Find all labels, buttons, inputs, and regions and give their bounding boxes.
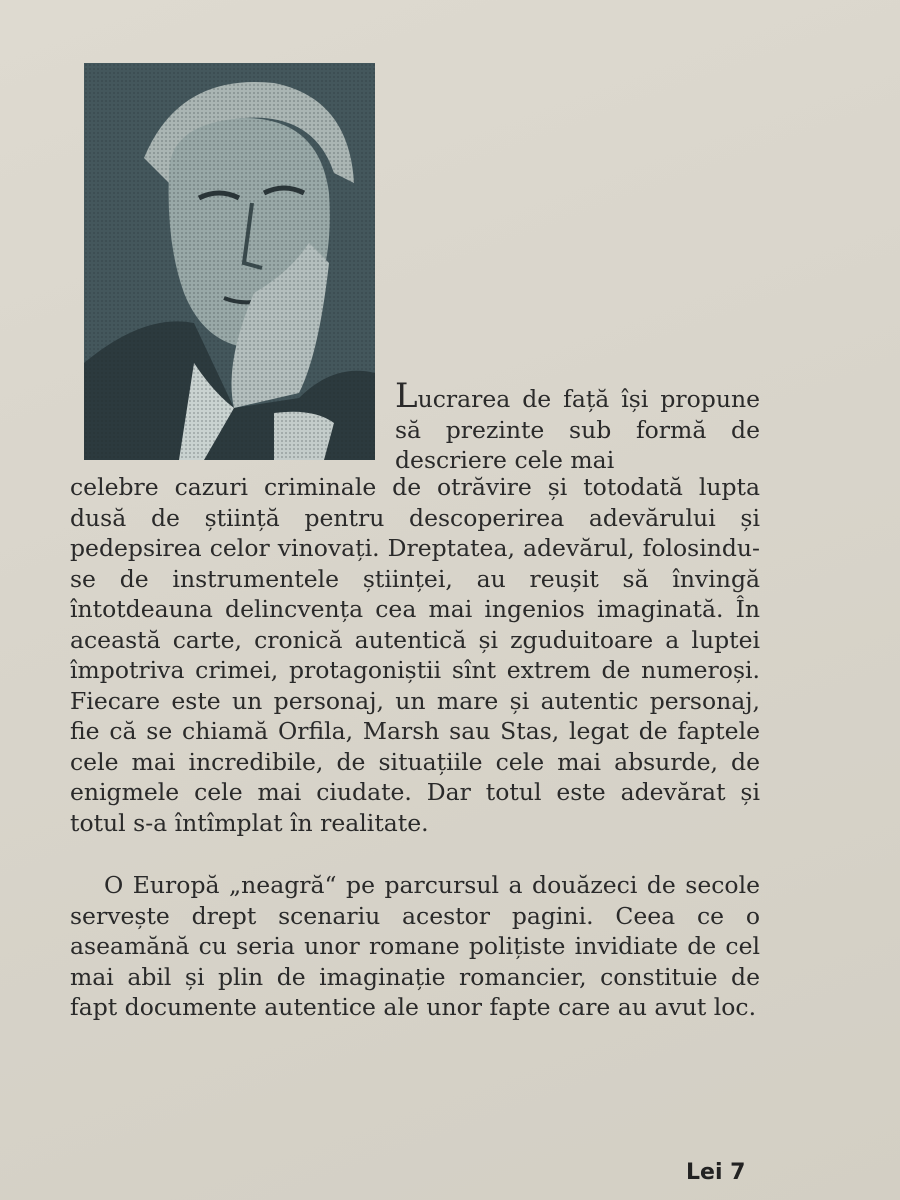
drop-cap: L: [395, 376, 418, 416]
intro-text: [395, 376, 760, 476]
price-label: Lei 7: [686, 1160, 746, 1185]
intro-rest: ucrarea de față își propune să prezinte sub formă de descriere cele mai: [395, 385, 760, 474]
paragraph-2: O Europă „neagră“ pe parcursul a douăzeci de secole servește drept scenariu acestor pagini. Ceea ce o aseamănă cu seria unor romane polițiste invidiate de cel mai abil și plin de imaginație romancier, constituie de fapt documente autentice ale unor fapte care au avut loc.: [70, 871, 760, 1021]
author-portrait: [84, 63, 375, 460]
paragraph-1-continuation: celebre cazuri criminale de otrăvire și totodată lupta dusă de știință pentru descoperirea adevărului și pedepsirea celor vinovați. Dreptatea, adevărul, folosindu-se de instrumentele științei, au reușit să învingă întotdeauna delincvența cea mai ingenios imaginată. În această carte, cronică autentică și zguduitoare a luptei împotriva crimei, protagoniștii sînt extrem de numeroși. Fiecare este un personaj, un mare și autentic personaj, fie că se chiamă Orfila, Marsh sau Stas, legat de faptele cele mai incredibile, de situațiile cele mai absurde, de enigmele cele mai ciudate. Dar totul este adevărat și totul s-a întîmplat în realitate.: [70, 473, 760, 837]
